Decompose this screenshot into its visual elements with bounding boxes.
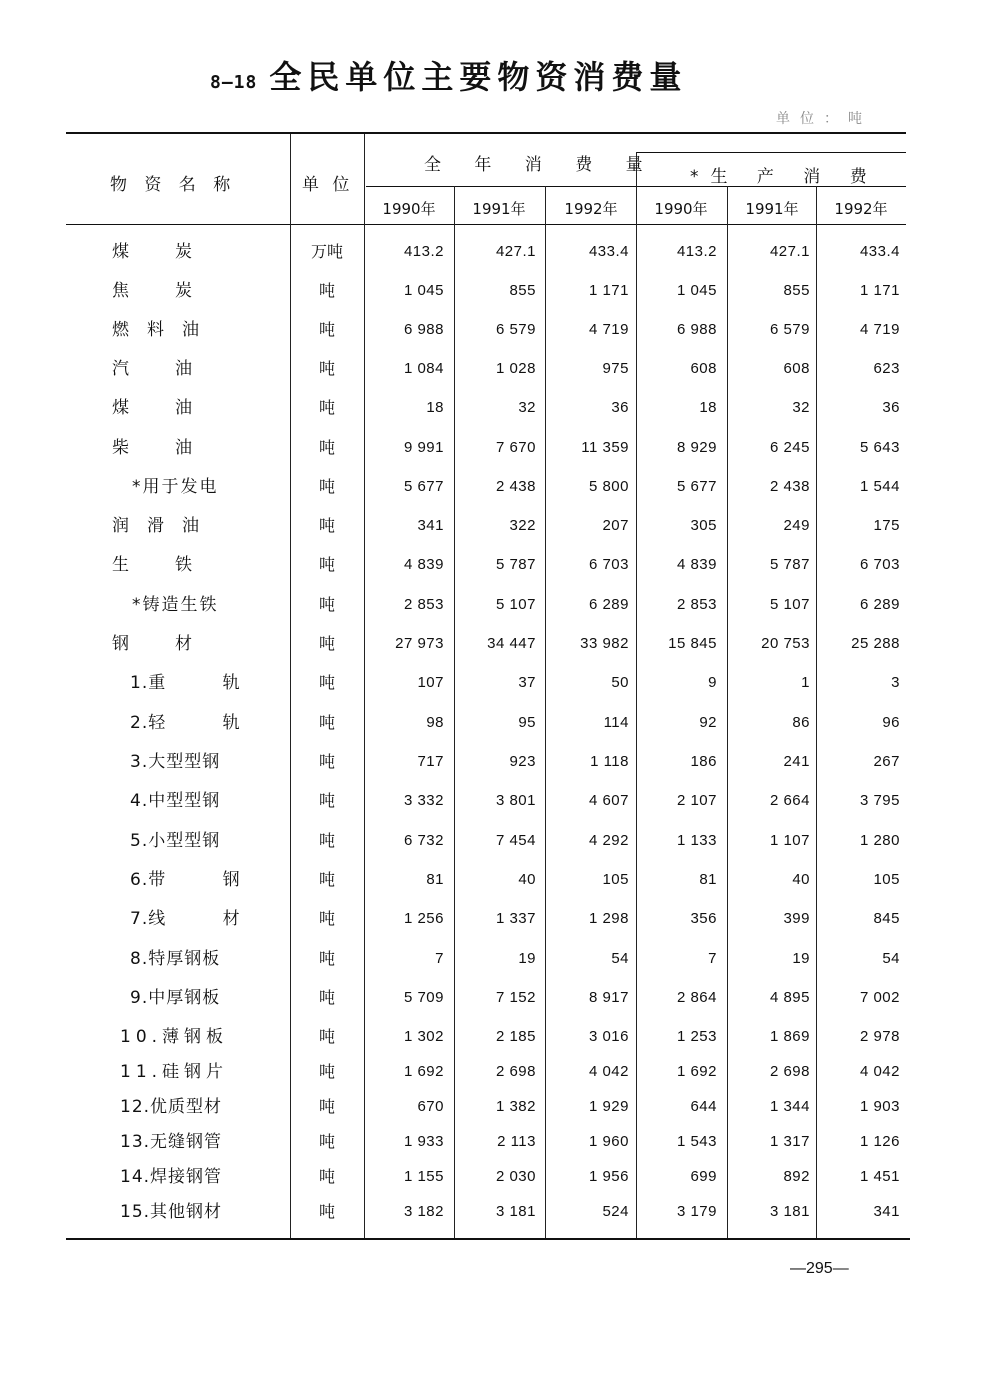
- value-cell: 207: [602, 517, 629, 534]
- value-cell: 1 544: [859, 478, 900, 495]
- table-row: [0, 508, 1000, 544]
- value-cell: 1 344: [769, 1098, 810, 1115]
- value-cell: 6 289: [859, 596, 900, 613]
- value-cell: 1 933: [403, 1133, 444, 1150]
- value-cell: 5 643: [859, 439, 900, 456]
- value-cell: 50: [611, 674, 629, 691]
- value-cell: 6 579: [495, 321, 536, 338]
- value-cell: 4 607: [588, 792, 629, 809]
- value-cell: 670: [417, 1098, 444, 1115]
- row-unit: 吨: [318, 831, 335, 850]
- table-row: [0, 941, 1000, 977]
- row-name: 燃料油: [112, 320, 217, 340]
- value-cell: 105: [602, 871, 629, 888]
- value-cell: 5 709: [403, 989, 444, 1006]
- row-name: 11.硅钢片: [120, 1062, 229, 1082]
- value-cell: 19: [518, 950, 536, 967]
- value-cell: 341: [417, 517, 444, 534]
- value-cell: 1 956: [588, 1168, 629, 1185]
- value-cell: 18: [699, 399, 717, 416]
- row-unit: 吨: [318, 477, 335, 496]
- value-cell: 5 677: [403, 478, 444, 495]
- table-row: [0, 430, 1000, 466]
- value-cell: 3 181: [495, 1203, 536, 1220]
- row-unit: 吨: [318, 555, 335, 574]
- row-name: *铸造生铁: [132, 595, 219, 615]
- value-cell: 2 107: [676, 792, 717, 809]
- value-cell: 923: [509, 753, 536, 770]
- value-cell: 1 256: [403, 910, 444, 927]
- value-cell: 4 042: [859, 1063, 900, 1080]
- row-name: 润滑油: [112, 516, 217, 536]
- value-cell: 40: [518, 871, 536, 888]
- value-cell: 2 185: [495, 1028, 536, 1045]
- value-cell: 644: [690, 1098, 717, 1115]
- table-row: [0, 351, 1000, 387]
- row-name: 2.轻 轨: [130, 713, 241, 733]
- table-row: [0, 705, 1000, 741]
- value-cell: 4 292: [588, 832, 629, 849]
- year-header: 1990年: [382, 200, 436, 218]
- value-cell: 5 787: [495, 556, 536, 573]
- year-header: 1990年: [654, 200, 708, 218]
- row-unit: 吨: [318, 634, 335, 653]
- value-cell: 15 845: [668, 635, 717, 652]
- table-number: 8—18: [210, 72, 258, 93]
- value-cell: 399: [783, 910, 810, 927]
- value-cell: 341: [873, 1203, 900, 1220]
- value-cell: 4 719: [859, 321, 900, 338]
- row-unit: 吨: [318, 1097, 335, 1116]
- row-unit: 吨: [318, 1202, 335, 1221]
- row-name: 焦炭: [112, 281, 238, 301]
- row-name: 生铁: [112, 555, 238, 575]
- year-header: 1991年: [472, 200, 526, 218]
- value-cell: 4 719: [588, 321, 629, 338]
- production-group-rule: [636, 152, 906, 153]
- header-bottom-rule: [66, 224, 906, 225]
- value-cell: 6 988: [676, 321, 717, 338]
- title-block: [210, 52, 687, 102]
- value-cell: 4 895: [769, 989, 810, 1006]
- value-cell: 33 982: [580, 635, 629, 652]
- value-cell: 1 171: [859, 282, 900, 299]
- table-row: [0, 901, 1000, 937]
- table-row: [0, 1159, 1000, 1195]
- value-cell: 433.4: [859, 243, 900, 260]
- row-unit: 吨: [318, 870, 335, 889]
- value-cell: 1 692: [403, 1063, 444, 1080]
- row-name: 4.中型型钢: [130, 791, 221, 811]
- value-cell: 6 245: [769, 439, 810, 456]
- table-row: [0, 234, 1000, 270]
- value-cell: 845: [873, 910, 900, 927]
- row-unit: 吨: [318, 398, 335, 417]
- row-name: 6.带 钢: [130, 870, 241, 890]
- value-cell: 1 302: [403, 1028, 444, 1045]
- value-cell: 2 698: [495, 1063, 536, 1080]
- unit-column-header: 单 位: [302, 175, 354, 195]
- value-cell: 5 107: [495, 596, 536, 613]
- row-unit: 吨: [318, 516, 335, 535]
- value-cell: 1 337: [495, 910, 536, 927]
- row-unit: 吨: [318, 791, 335, 810]
- value-cell: 2 113: [497, 1133, 536, 1150]
- value-cell: 54: [611, 950, 629, 967]
- row-unit: 吨: [318, 752, 335, 771]
- table-row: [0, 980, 1000, 1016]
- value-cell: 4 042: [588, 1063, 629, 1080]
- value-cell: 1 903: [859, 1098, 900, 1115]
- value-cell: 32: [792, 399, 810, 416]
- value-cell: 1 155: [403, 1168, 444, 1185]
- row-name: 3.大型型钢: [130, 752, 221, 772]
- value-cell: 699: [690, 1168, 717, 1185]
- row-unit: 吨: [318, 909, 335, 928]
- row-unit: 吨: [318, 713, 335, 732]
- table-row: [0, 547, 1000, 583]
- value-cell: 305: [690, 517, 717, 534]
- row-unit: 吨: [318, 988, 335, 1007]
- value-cell: 40: [792, 871, 810, 888]
- value-cell: 8 929: [676, 439, 717, 456]
- table-row: [0, 862, 1000, 898]
- value-cell: 9 991: [403, 439, 444, 456]
- total-consumption-header: 全 年 消 费 量: [424, 155, 657, 175]
- value-cell: 267: [873, 753, 900, 770]
- value-cell: 855: [783, 282, 810, 299]
- value-cell: 1 084: [403, 360, 444, 377]
- value-cell: 1 451: [859, 1168, 900, 1185]
- value-cell: 2 978: [859, 1028, 900, 1045]
- table-row: [0, 390, 1000, 426]
- value-cell: 1 692: [676, 1063, 717, 1080]
- value-cell: 19: [792, 950, 810, 967]
- table-row: [0, 1194, 1000, 1230]
- value-cell: 36: [882, 399, 900, 416]
- value-cell: 98: [426, 714, 444, 731]
- value-cell: 5 107: [769, 596, 810, 613]
- row-unit: 吨: [318, 359, 335, 378]
- unit-note: 单位：吨: [776, 111, 872, 127]
- value-cell: 6 579: [769, 321, 810, 338]
- table-bottom-rule: [66, 1238, 910, 1240]
- value-cell: 2 853: [403, 596, 444, 613]
- value-cell: 413.2: [676, 243, 717, 260]
- value-cell: 1 869: [769, 1028, 810, 1045]
- value-cell: 4 839: [403, 556, 444, 573]
- value-cell: 1 126: [859, 1133, 900, 1150]
- value-cell: 3 182: [403, 1203, 444, 1220]
- value-cell: 356: [690, 910, 717, 927]
- table-row: [0, 665, 1000, 701]
- value-cell: 2 864: [676, 989, 717, 1006]
- name-column-header: 物 资 名 称: [110, 175, 237, 195]
- row-name: 12.优质型材: [120, 1097, 223, 1117]
- value-cell: 717: [417, 753, 444, 770]
- value-cell: 3 332: [403, 792, 444, 809]
- value-cell: 975: [602, 360, 629, 377]
- value-cell: 107: [417, 674, 444, 691]
- value-cell: 608: [690, 360, 717, 377]
- row-name: 14.焊接钢管: [120, 1167, 223, 1187]
- value-cell: 2 438: [495, 478, 536, 495]
- row-name: *用于发电: [132, 477, 219, 497]
- value-cell: 27 973: [395, 635, 444, 652]
- row-unit: 吨: [318, 595, 335, 614]
- value-cell: 524: [602, 1203, 629, 1220]
- row-unit: 吨: [318, 1062, 335, 1081]
- value-cell: 1 028: [495, 360, 536, 377]
- row-name: 柴油: [112, 438, 238, 458]
- value-cell: 7 670: [495, 439, 536, 456]
- row-unit: 吨: [318, 949, 335, 968]
- value-cell: 81: [426, 871, 444, 888]
- value-cell: 3: [891, 674, 900, 691]
- value-cell: 95: [518, 714, 536, 731]
- row-unit: 吨: [318, 1027, 335, 1046]
- value-cell: 1 298: [588, 910, 629, 927]
- row-unit: 吨: [318, 1167, 335, 1186]
- table-top-rule: [66, 132, 906, 134]
- row-name: 煤油: [112, 398, 238, 418]
- value-cell: 36: [611, 399, 629, 416]
- value-cell: 427.1: [769, 243, 810, 260]
- value-cell: 25 288: [851, 635, 900, 652]
- value-cell: 413.2: [403, 243, 444, 260]
- row-unit: 吨: [318, 320, 335, 339]
- value-cell: 2 698: [769, 1063, 810, 1080]
- value-cell: 608: [783, 360, 810, 377]
- row-name: 7.线 材: [130, 909, 241, 929]
- table-row: [0, 587, 1000, 623]
- value-cell: 623: [873, 360, 900, 377]
- table-row: [0, 1019, 1000, 1055]
- value-cell: 175: [873, 517, 900, 534]
- value-cell: 20 753: [761, 635, 810, 652]
- value-cell: 3 795: [859, 792, 900, 809]
- value-cell: 2 664: [769, 792, 810, 809]
- table-row: [0, 626, 1000, 662]
- value-cell: 322: [509, 517, 536, 534]
- page-title: 全民单位主要物资消费量: [269, 58, 688, 96]
- row-name: 汽油: [112, 359, 238, 379]
- year-header: 1992年: [834, 200, 888, 218]
- value-cell: 855: [509, 282, 536, 299]
- value-cell: 2 030: [495, 1168, 536, 1185]
- value-cell: 1 960: [588, 1133, 629, 1150]
- value-cell: 3 801: [495, 792, 536, 809]
- table-row: [0, 273, 1000, 309]
- row-name: 13.无缝钢管: [120, 1132, 223, 1152]
- value-cell: 6 988: [403, 321, 444, 338]
- value-cell: 6 703: [588, 556, 629, 573]
- value-cell: 81: [699, 871, 717, 888]
- value-cell: 6 732: [403, 832, 444, 849]
- value-cell: 1 929: [588, 1098, 629, 1115]
- row-name: 钢材: [112, 634, 238, 654]
- year-header: 1992年: [564, 200, 618, 218]
- value-cell: 105: [873, 871, 900, 888]
- row-name: 5.小型型钢: [130, 831, 221, 851]
- value-cell: 186: [690, 753, 717, 770]
- value-cell: 241: [783, 753, 810, 770]
- page-number: —295—: [790, 1260, 849, 1277]
- row-unit: 吨: [318, 438, 335, 457]
- value-cell: 18: [426, 399, 444, 416]
- value-cell: 86: [792, 714, 810, 731]
- value-cell: 1 382: [495, 1098, 536, 1115]
- value-cell: 4 839: [676, 556, 717, 573]
- value-cell: 1 118: [590, 753, 629, 770]
- value-cell: 892: [783, 1168, 810, 1185]
- value-cell: 96: [882, 714, 900, 731]
- table-row: [0, 783, 1000, 819]
- value-cell: 37: [518, 674, 536, 691]
- table-row: [0, 823, 1000, 859]
- value-cell: 1 045: [676, 282, 717, 299]
- table-row: [0, 1124, 1000, 1160]
- row-name: 8.特厚钢板: [130, 949, 221, 969]
- value-cell: 1 133: [676, 832, 717, 849]
- value-cell: 1 107: [769, 832, 810, 849]
- row-unit: 吨: [318, 1132, 335, 1151]
- table-row: [0, 744, 1000, 780]
- row-unit: 万吨: [310, 242, 343, 261]
- row-name: 煤炭: [112, 242, 238, 262]
- value-cell: 6 703: [859, 556, 900, 573]
- value-cell: 433.4: [588, 243, 629, 260]
- value-cell: 3 016: [588, 1028, 629, 1045]
- value-cell: 5 787: [769, 556, 810, 573]
- value-cell: 2 438: [769, 478, 810, 495]
- value-cell: 8 917: [588, 989, 629, 1006]
- value-cell: 1 280: [859, 832, 900, 849]
- value-cell: 1 317: [769, 1133, 810, 1150]
- row-unit: 吨: [318, 673, 335, 692]
- value-cell: 92: [699, 714, 717, 731]
- table-row: [0, 312, 1000, 348]
- row-name: 15.其他钢材: [120, 1202, 223, 1222]
- value-cell: 1: [801, 674, 810, 691]
- value-cell: 5 800: [588, 478, 629, 495]
- table-row: [0, 469, 1000, 505]
- row-unit: 吨: [318, 281, 335, 300]
- value-cell: 7: [708, 950, 717, 967]
- value-cell: 7: [435, 950, 444, 967]
- value-cell: 7 002: [859, 989, 900, 1006]
- value-cell: 11 359: [581, 439, 629, 456]
- value-cell: 1 543: [676, 1133, 717, 1150]
- row-name: 1.重 轨: [130, 673, 241, 693]
- value-cell: 427.1: [495, 243, 536, 260]
- value-cell: 34 447: [487, 635, 536, 652]
- row-name: 9.中厚钢板: [130, 988, 221, 1008]
- value-cell: 249: [783, 517, 810, 534]
- value-cell: 3 181: [769, 1203, 810, 1220]
- value-cell: 7 152: [495, 989, 536, 1006]
- value-cell: 114: [603, 714, 629, 731]
- year-header: 1991年: [745, 200, 799, 218]
- value-cell: 1 045: [403, 282, 444, 299]
- table-row: [0, 1054, 1000, 1090]
- value-cell: 9: [708, 674, 717, 691]
- value-cell: 1 171: [588, 282, 629, 299]
- row-name: 10.薄钢板: [120, 1027, 229, 1047]
- value-cell: 32: [518, 399, 536, 416]
- table-row: [0, 1089, 1000, 1125]
- value-cell: 5 677: [676, 478, 717, 495]
- value-cell: 1 253: [676, 1028, 717, 1045]
- value-cell: 54: [882, 950, 900, 967]
- value-cell: 3 179: [676, 1203, 717, 1220]
- production-consumption-header: *生 产 消 费: [690, 167, 879, 187]
- value-cell: 2 853: [676, 596, 717, 613]
- value-cell: 6 289: [588, 596, 629, 613]
- value-cell: 7 454: [495, 832, 536, 849]
